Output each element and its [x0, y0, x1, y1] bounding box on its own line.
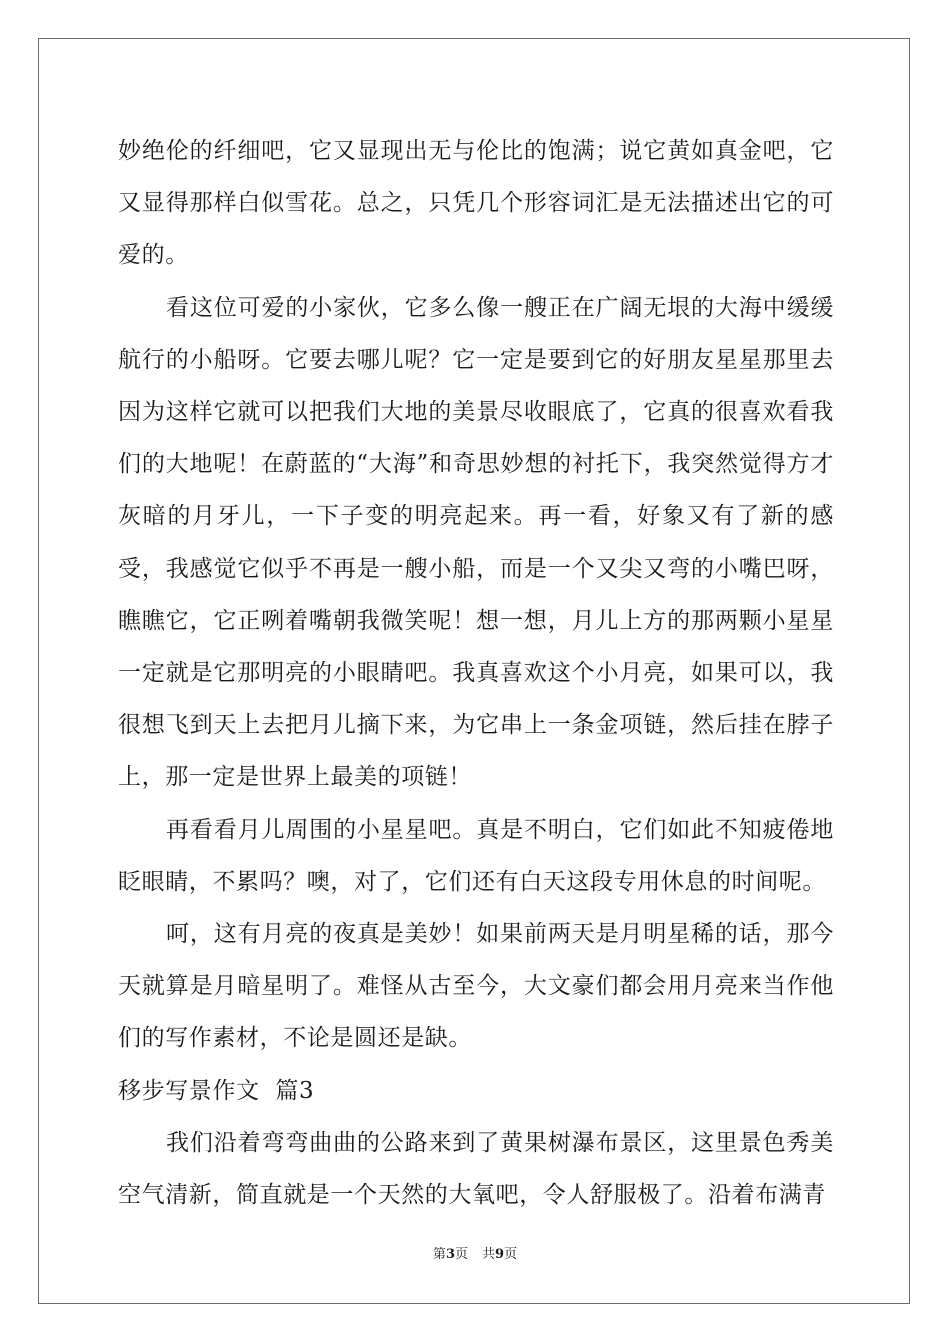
page-footer: [0, 1246, 950, 1264]
paragraph-4: 呵，这有月亮的夜真是美妙！如果前两天是月明星稀的话，那今天就算是月暗星明了。难怪从古至今，大文豪们都会用月亮来当作他们的写作素材，不论是圆还是缺。: [118, 921, 834, 1052]
total-page-number: 9: [495, 1247, 505, 1262]
footer-total-suffix: 页: [504, 1247, 518, 1262]
footer-total-prefix: 共: [482, 1247, 496, 1262]
paragraph-3: 再看看月儿周围的小星星吧。真是不明白，它们如此不知疲倦地眨眼睛，不累吗？噢，对了，它们还有白天这段专用休息的时间呢。: [118, 816, 834, 895]
footer-page-suffix: 页: [454, 1247, 468, 1262]
document-body: [118, 125, 834, 1221]
footer-prefix: 第: [432, 1247, 446, 1262]
paragraph-6: 我们沿着弯弯曲曲的公路来到了黄果树瀑布景区，这里景色秀美空气清新，简直就是一个天然的大氧吧，令人舒服极了。沿着布满青: [118, 1129, 834, 1209]
section-heading: 移步写景作文 篇3: [118, 1077, 315, 1104]
paragraph-2: 看这位可爱的小家伙，它多么像一艘正在广阔无垠的大海中缓缓航行的小船呀。它要去哪儿呢？它一定是要到它的好朋友星星那里去因为这样它就可以把我们大地的美景尽收眼底了，它真的很喜欢看我们的大地呢！在蔚蓝的“大海”和奇思妙想的衬托下，我突然觉得方才灰暗的月牙儿，一下子变的明亮起来。再一看，好象又有了新的感受，我感觉它似乎不再是一艘小船，而是一个又尖又弯的小嘴巴呀，瞧瞧它，它正咧着嘴朝我微笑呢！想一想，月儿上方的那两颗小星星一定就是它那明亮的小眼睛吧。我真喜欢这个小月亮，如果可以，我很想飞到天上去把月儿摘下来，为它串上一条金项链，然后挂在脖子上，那一定是世界上最美的项链！: [118, 294, 834, 791]
paragraph-1: 妙绝伦的纤细吧，它又显现出无与伦比的饱满；说它黄如真金吧，它又显得那样白似雪花。总之，只凭几个形容词汇是无法描述出它的可爱的。: [118, 138, 834, 269]
current-page-number: 3: [445, 1247, 455, 1262]
